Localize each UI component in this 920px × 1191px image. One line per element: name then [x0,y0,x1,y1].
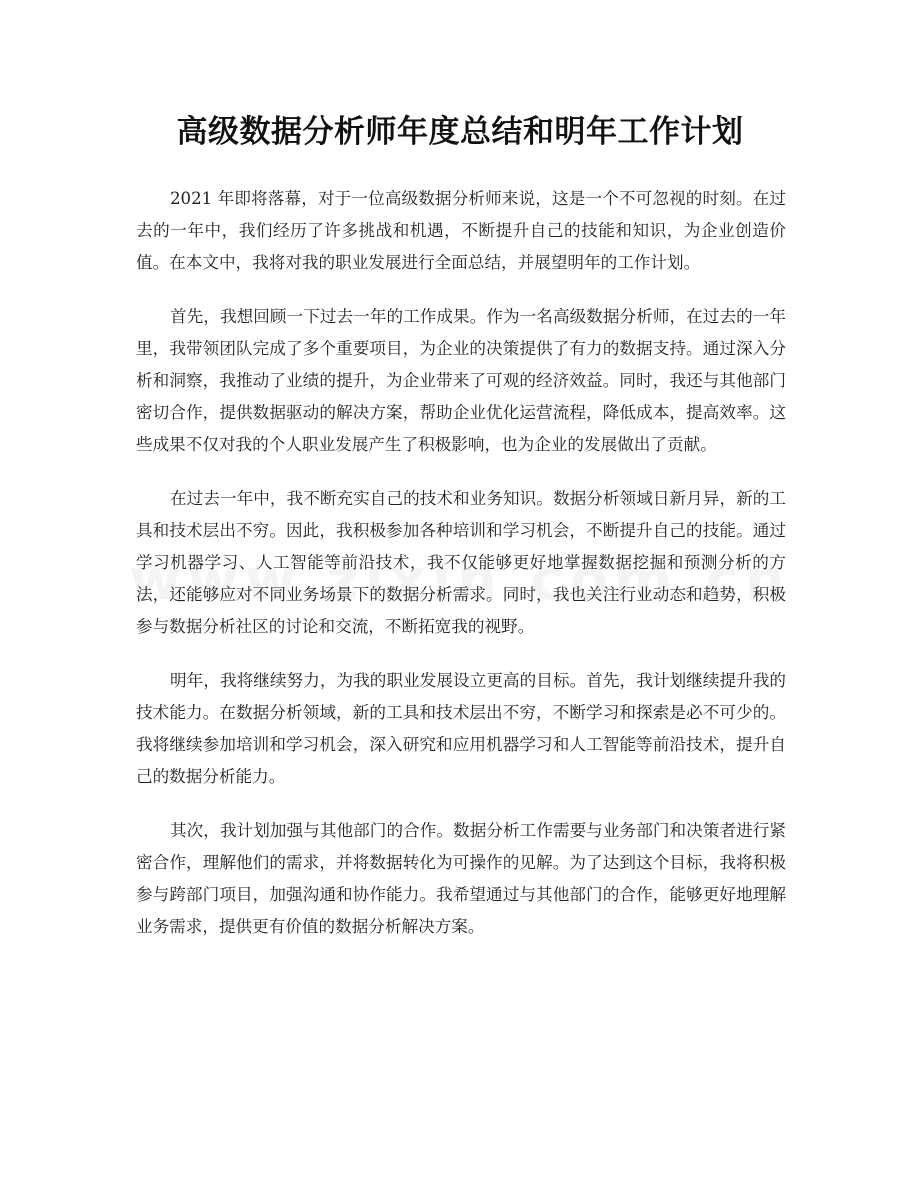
paragraph-3: 在过去一年中，我不断充实自己的技术和业务知识。数据分析领域日新月异，新的工具和技术层出不穷。因此，我积极参加各种培训和学习机会，不断提升自己的技能。通过学习机器学习、人工智能等前沿技术，我不仅能够更好地掌握数据挖掘和预测分析的方法，还能够应对不同业务场景下的数据分析需求。同时，我也关注行业动态和趋势，积极参与数据分析社区的讨论和交流，不断拓宽我的视野。 [136,489,786,636]
paragraph-2: 首先，我想回顾一下过去一年的工作成果。作为一名高级数据分析师，在过去的一年里，我带领团队完成了多个重要项目，为企业的决策提供了有力的数据支持。通过深入分析和洞察，我推动了业绩的提升，为企业带来了可观的经济效益。同时，我还与其他部门密切合作，提供数据驱动的解决方案，帮助企业优化运营流程，降低成本，提高效率。这些成果不仅对我的个人职业发展产生了积极影响，也为企业的发展做出了贡献。 [136,307,786,454]
page-title: 高级数据分析师年度总结和明年工作计划 [176,114,744,150]
paragraph-1: 2021 年即将落幕，对于一位高级数据分析师来说，这是一个不可忽视的时刻。在过去的一年中，我们经历了许多挑战和机遇，不断提升自己的技能和知识，为企业创造价值。在本文中，我将对我的职业发展进行全面总结，并展望明年的工作计划。 [136,189,786,272]
paragraph-5: 其次，我计划加强与其他部门的合作。数据分析工作需要与业务部门和决策者进行紧密合作，理解他们的需求，并将数据转化为可操作的见解。为了达到这个目标，我将积极参与跨部门项目，加强沟通和协作能力。我希望通过与其他部门的合作，能够更好地理解业务需求，提供更有价值的数据分析解决方案。 [136,821,786,936]
paragraph-4: 明年，我将继续努力，为我的职业发展设立更高的目标。首先，我计划继续提升我的技术能力。在数据分析领域，新的工具和技术层出不穷，不断学习和探索是必不可少的。我将继续参加培训和学习机会，深入研究和应用机器学习和人工智能等前沿技术，提升自己的数据分析能力。 [136,671,786,786]
document-body [136,183,786,965]
